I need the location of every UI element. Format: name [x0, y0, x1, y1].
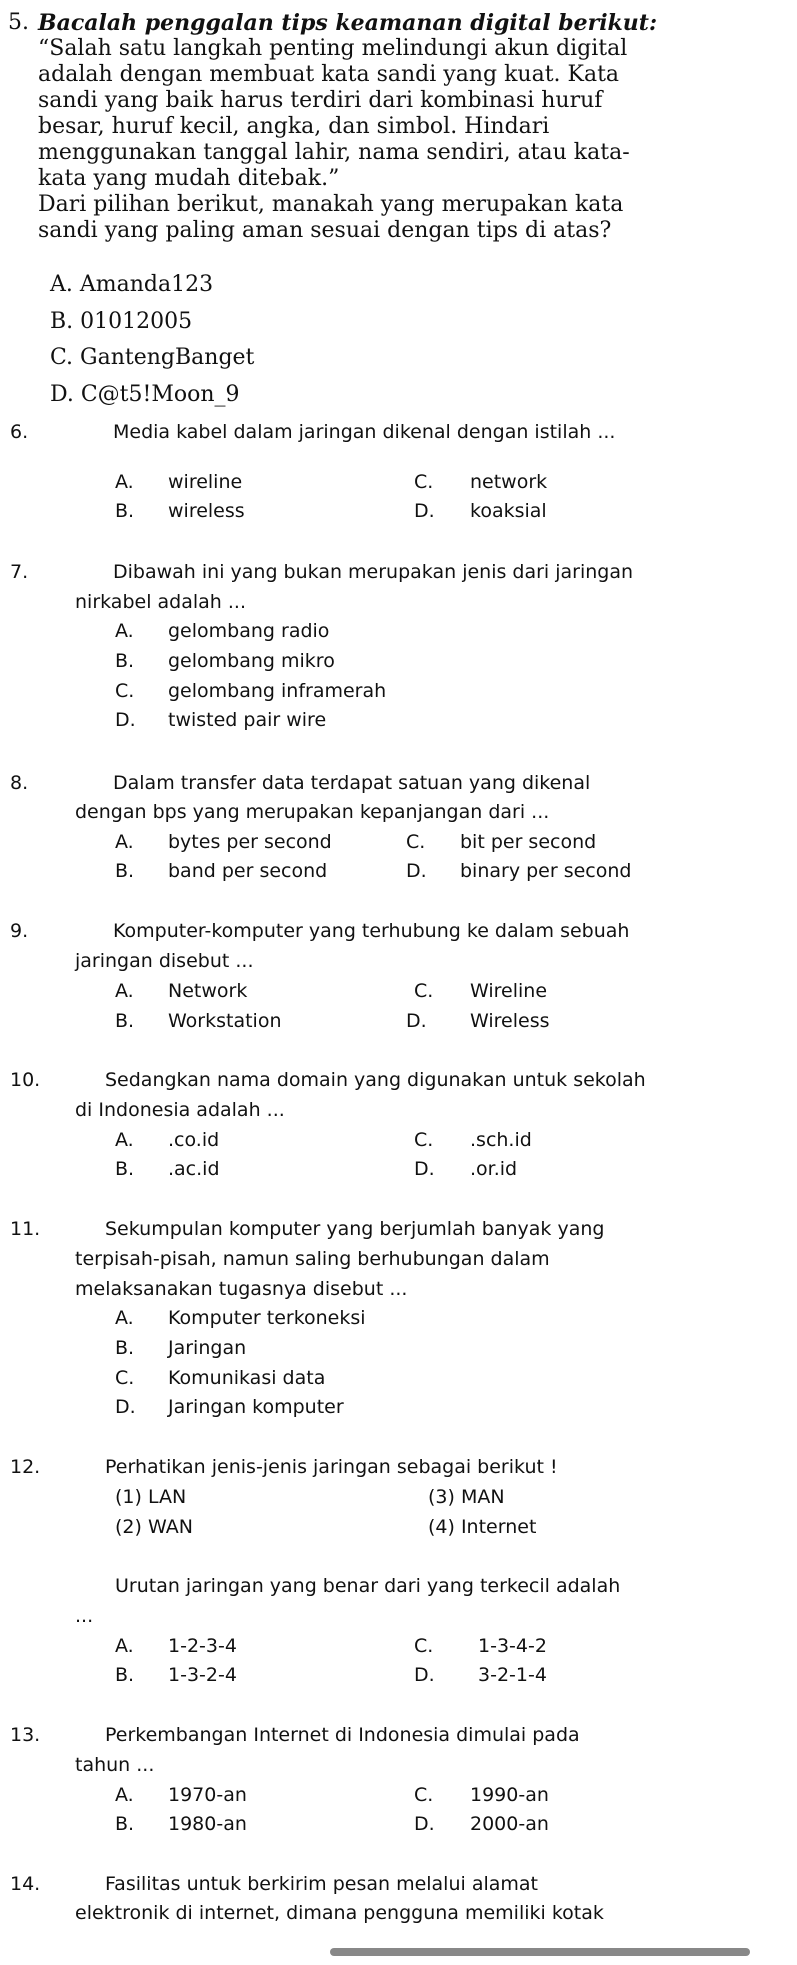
option-text: .or.id — [470, 1158, 518, 1180]
question-5-number: 5. — [8, 10, 29, 35]
question-9-stem: Komputer-komputer yang terhubung ke dalam sebuah — [113, 920, 630, 942]
question-14-stem-cont: elektronik di internet, dimana pengguna memiliki kotak — [75, 1902, 604, 1924]
network-list-item: (3) MAN — [428, 1486, 505, 1508]
option-text: Wireless — [470, 1010, 550, 1032]
option-text: Komputer terkoneksi — [168, 1307, 366, 1329]
option-text: 1990-an — [470, 1784, 549, 1806]
option-letter: B. — [115, 1010, 135, 1032]
option-a: A. Amanda123 — [50, 272, 214, 297]
question-13-number: 13. — [10, 1724, 41, 1746]
option-text: .sch.id — [470, 1129, 532, 1151]
option-text: wireline — [168, 471, 243, 493]
question-12-number: 12. — [10, 1456, 41, 1478]
option-letter: D. — [115, 1396, 136, 1418]
option-text: 1980-an — [168, 1813, 247, 1835]
option-letter: A. — [115, 1129, 134, 1151]
question-11-stem: Sekumpulan komputer yang berjumlah banyak yang — [105, 1218, 605, 1240]
option-text: .ac.id — [168, 1158, 220, 1180]
option-letter: A. — [115, 620, 134, 642]
option-text: network — [470, 471, 548, 493]
question-13-stem-cont: tahun ... — [75, 1754, 155, 1776]
question-line: Dari pilihan berikut, manakah yang merupakan kata — [38, 192, 624, 217]
option-text: 2000-an — [470, 1813, 549, 1835]
question-8-number: 8. — [10, 772, 29, 794]
option-letter: D. — [406, 860, 427, 882]
option-text: binary per second — [460, 860, 632, 882]
option-letter: D. — [414, 1813, 435, 1835]
option-text: band per second — [168, 860, 328, 882]
question-14-stem: Fasilitas untuk berkirim pesan melalui alamat — [105, 1873, 538, 1895]
question-10-stem: Sedangkan nama domain yang digunakan untuk sekolah — [105, 1069, 646, 1091]
option-letter: A. — [115, 831, 134, 853]
question-5-body — [38, 36, 718, 244]
question-10-stem-cont: di Indonesia adalah ... — [75, 1099, 285, 1121]
question-7-stem-cont: nirkabel adalah ... — [75, 591, 246, 613]
question-13-stem: Perkembangan Internet di Indonesia dimulai pada — [105, 1724, 580, 1746]
question-8-stem-cont: dengan bps yang merupakan kepanjangan dari ... — [75, 801, 550, 823]
question-6-number: 6. — [10, 421, 29, 443]
question-5-title: Bacalah penggalan tips keamanan digital berikut: — [38, 10, 658, 36]
option-letter: A. — [115, 1635, 134, 1657]
option-letter: A. — [115, 471, 134, 493]
option-text: bytes per second — [168, 831, 332, 853]
question-12-prompt: Urutan jaringan yang benar dari yang terkecil adalah — [115, 1575, 621, 1597]
question-7-stem: Dibawah ini yang bukan merupakan jenis dari jaringan — [113, 561, 634, 583]
option-letter: A. — [115, 1784, 134, 1806]
option-text: Jaringan komputer — [168, 1396, 344, 1418]
quote-line: menggunakan tanggal lahir, nama sendiri, atau kata- — [38, 140, 630, 165]
option-letter: B. — [115, 650, 135, 672]
option-text: gelombang mikro — [168, 650, 335, 672]
question-11-stem-cont: melaksanakan tugasnya disebut ... — [75, 1278, 408, 1300]
question-12-stem: Perhatikan jenis-jenis jaringan sebagai berikut ! — [105, 1456, 558, 1478]
question-7-number: 7. — [10, 561, 29, 583]
question-11-number: 11. — [10, 1218, 41, 1240]
option-letter: D. — [414, 1158, 435, 1180]
option-letter: B. — [115, 860, 135, 882]
quote-line: adalah dengan membuat kata sandi yang kuat. Kata — [38, 62, 620, 87]
option-b: B. 01012005 — [50, 309, 193, 334]
option-text: bit per second — [460, 831, 597, 853]
option-text: Jaringan — [168, 1337, 247, 1359]
option-letter: D. — [115, 709, 136, 731]
option-letter: B. — [115, 1337, 135, 1359]
question-12-prompt-cont: ... — [75, 1605, 94, 1627]
quote-line: kata yang mudah ditebak.” — [38, 166, 340, 191]
option-text: Komunikasi data — [168, 1367, 326, 1389]
option-letter: C. — [414, 1635, 434, 1657]
option-letter: C. — [115, 680, 135, 702]
option-c: C. GantengBanget — [50, 345, 255, 370]
option-letter: C. — [406, 831, 426, 853]
question-14-number: 14. — [10, 1873, 41, 1895]
option-text: Wireline — [470, 980, 548, 1002]
option-text: twisted pair wire — [168, 709, 327, 731]
option-letter: C. — [414, 1784, 434, 1806]
option-letter: B. — [115, 1664, 135, 1686]
network-list-item: (2) WAN — [115, 1516, 193, 1538]
option-text: wireless — [168, 500, 245, 522]
option-text: gelombang inframerah — [168, 680, 387, 702]
option-text: gelombang radio — [168, 620, 330, 642]
option-letter: D. — [414, 500, 435, 522]
question-9-stem-cont: jaringan disebut ... — [75, 950, 254, 972]
option-letter: C. — [414, 980, 434, 1002]
option-letter: B. — [115, 1158, 135, 1180]
option-text: 1-3-2-4 — [168, 1664, 237, 1686]
network-list-item: (4) Internet — [428, 1516, 537, 1538]
option-text: Workstation — [168, 1010, 282, 1032]
option-text: .co.id — [168, 1129, 220, 1151]
network-list-item: (1) LAN — [115, 1486, 187, 1508]
option-letter: A. — [115, 1307, 134, 1329]
quote-line: sandi yang baik harus terdiri dari kombinasi huruf — [38, 88, 603, 113]
question-8-stem: Dalam transfer data terdapat satuan yang dikenal — [113, 772, 591, 794]
option-text: Network — [168, 980, 248, 1002]
question-line: sandi yang paling aman sesuai dengan tips di atas? — [38, 218, 612, 243]
option-letter: D. — [406, 1010, 427, 1032]
option-letter: B. — [115, 500, 135, 522]
option-text: koaksial — [470, 500, 547, 522]
question-10-number: 10. — [10, 1069, 41, 1091]
quote-line: “Salah satu langkah penting melindungi akun digital — [38, 36, 628, 61]
horizontal-scrollbar[interactable] — [330, 1948, 750, 1956]
question-6-stem: Media kabel dalam jaringan dikenal dengan istilah ... — [113, 421, 616, 443]
option-text: 1-3-4-2 — [478, 1635, 547, 1657]
option-letter: B. — [115, 1813, 135, 1835]
option-letter: C. — [414, 1129, 434, 1151]
option-letter: C. — [414, 471, 434, 493]
option-text: 1970-an — [168, 1784, 247, 1806]
option-d: D. C@t5!Moon_9 — [50, 382, 240, 407]
option-letter: C. — [115, 1367, 135, 1389]
option-letter: D. — [414, 1664, 435, 1686]
option-text: 3-2-1-4 — [478, 1664, 547, 1686]
option-text: 1-2-3-4 — [168, 1635, 237, 1657]
question-9-number: 9. — [10, 920, 29, 942]
question-11-stem-cont: terpisah-pisah, namun saling berhubungan dalam — [75, 1248, 550, 1270]
option-letter: A. — [115, 980, 134, 1002]
quote-line: besar, huruf kecil, angka, dan simbol. Hindari — [38, 114, 550, 139]
